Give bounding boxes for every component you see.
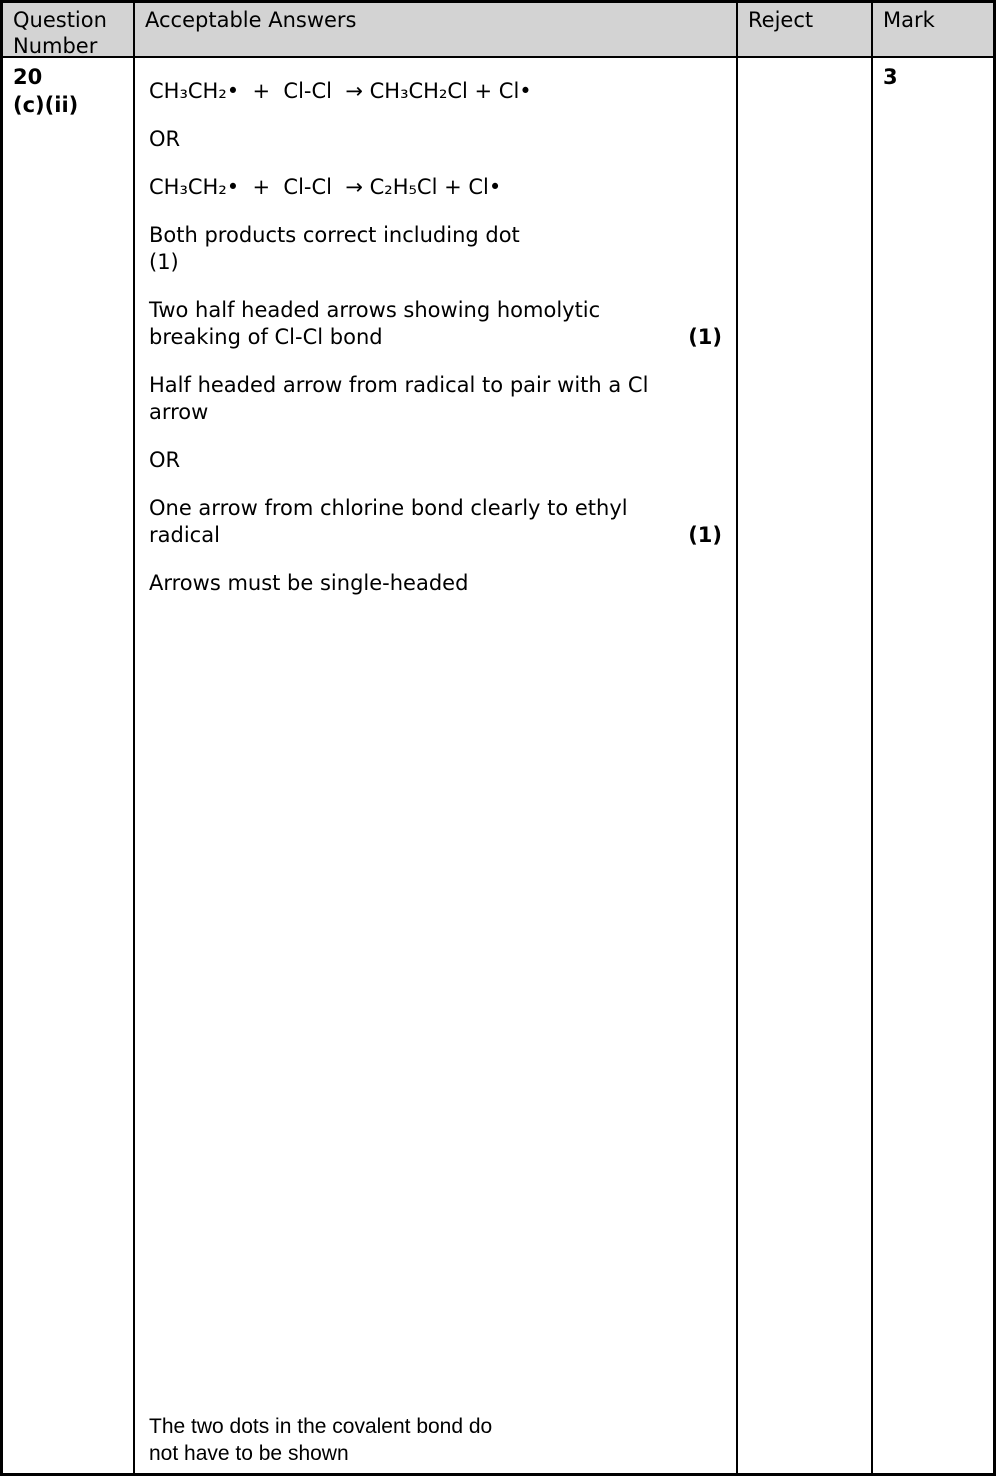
marking-point-two-arrows	[149, 297, 722, 351]
marking-point-one-arrow	[149, 495, 722, 549]
two-arrows-line2-row	[149, 324, 722, 351]
marking-point-half-headed	[149, 372, 722, 426]
equation-2: CH₃CH₂• + Cl-Cl → C₂H₅Cl + Cl•	[149, 175, 502, 199]
both-products-mark: (1)	[149, 250, 179, 274]
vertical-spacer	[149, 618, 722, 1413]
two-arrows-line1: Two half headed arrows showing homolytic	[149, 298, 601, 322]
half-headed-line1: Half headed arrow from radical to pair with a Cl	[149, 373, 649, 397]
one-arrow-line2: radical	[149, 523, 220, 547]
header-question-number: Question Number	[3, 3, 135, 58]
half-headed-line2: arrow	[149, 400, 209, 424]
question-number-cell	[3, 58, 135, 1473]
acceptable-answers-cell	[135, 58, 738, 1473]
both-products-text: Both products correct including dot	[149, 223, 520, 247]
bottom-note-line1: The two dots in the covalent bond do	[149, 1415, 493, 1438]
one-arrow-line2-row	[149, 522, 722, 549]
equation-1: CH₃CH₂• + Cl-Cl → CH₃CH₂Cl + Cl•	[149, 79, 532, 103]
question-number: 20	[13, 65, 43, 89]
question-part: (c)(ii)	[13, 93, 79, 117]
header-reject: Reject	[738, 3, 873, 58]
two-arrows-line2: breaking of Cl-Cl bond	[149, 325, 383, 349]
mark-value: 3	[883, 65, 898, 89]
header-acceptable-answers: Acceptable Answers	[135, 3, 738, 58]
single-headed-note: Arrows must be single-headed	[149, 571, 469, 595]
header-mark: Mark	[873, 3, 993, 58]
bottom-note-line2: not have to be shown	[149, 1442, 349, 1465]
bottom-note	[149, 1413, 722, 1467]
mark-cell	[873, 58, 993, 1473]
or-separator-1: OR	[149, 127, 181, 151]
reject-cell	[738, 58, 873, 1473]
two-arrows-mark: (1)	[688, 325, 722, 349]
marking-point-both-products	[149, 222, 722, 276]
one-arrow-mark: (1)	[688, 523, 722, 547]
or-separator-2: OR	[149, 448, 181, 472]
one-arrow-line1: One arrow from chlorine bond clearly to ethyl	[149, 496, 628, 520]
